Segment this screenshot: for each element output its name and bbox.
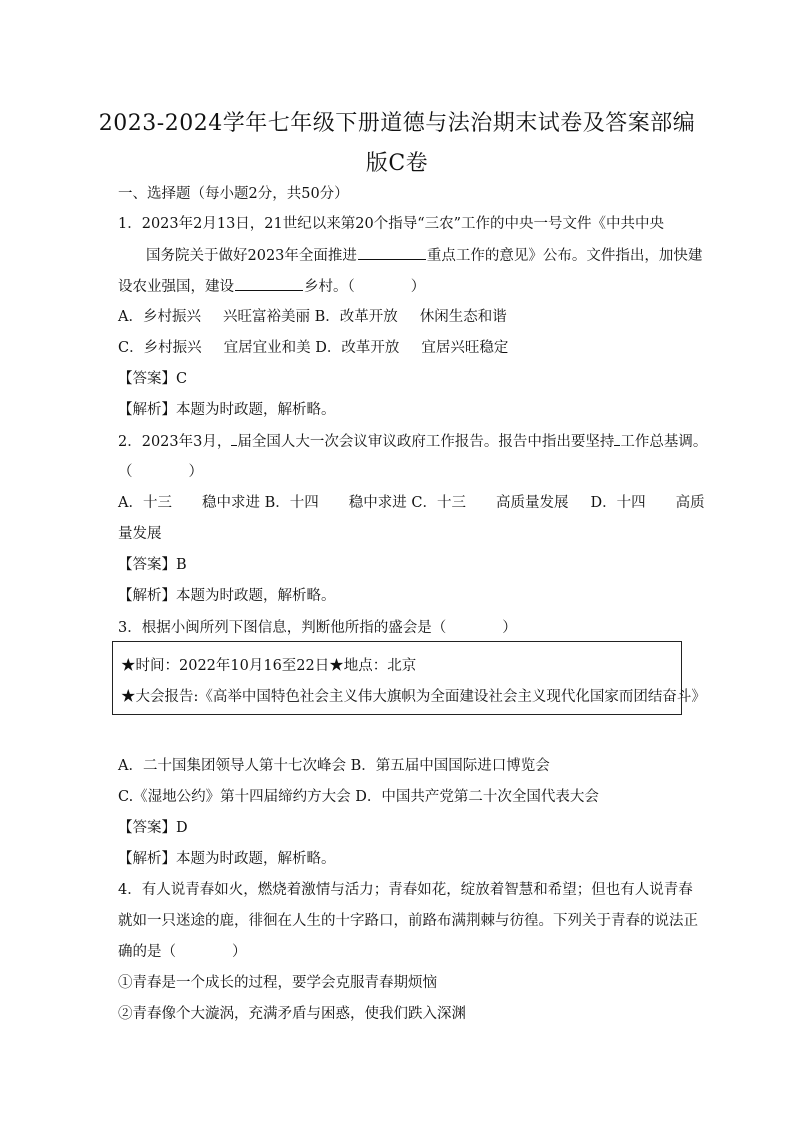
q1-stem-line2 [146,245,702,266]
q1-answer: 【答案】C [118,371,188,387]
q3-analysis: 【解析】本题为时政题，解析略。 [118,851,336,867]
q2-analysis: 【解析】本题为时政题，解析略。 [118,588,336,604]
q2-options [118,493,705,513]
q4-stem-line1: 4．有人说青春如火，燃烧着激情与活力；青春如花，绽放着智慧和希望；但也有人说青春 [118,882,693,898]
q1-text-c: 设农业强国，建设 [118,279,234,295]
q4-stem-line2: 就如一只迷途的鹿，徘徊在人生的十字路口，前路布满荆棘与彷徨。下列关于青春的说法正 [118,913,698,929]
q1-stem-line3 [118,276,425,297]
q3-answer: 【答案】D [118,820,188,836]
q2-option-d: D．十四 [590,495,646,511]
q1-option-b-text: 休闲生态和谐 [419,309,507,325]
q2-answer: 【答案】B [118,557,187,573]
q2-option-d-text: 高质 [675,495,705,511]
q1-text-e: ） [410,279,426,295]
q1-stem-line1: 1．2023年2月13日，21世纪以来第20个指导“三农”工作的中央一号文件《中共中央 [118,216,665,232]
q2-text-b: 届全国人大一次会议审议政府工作报告。报告中指出要坚持 [237,434,615,450]
q3-info-line2: ★大会报告:《高举中国特色社会主义伟大旗帜为全面建设社会主义现代化国家而团结奋斗》 [121,689,706,705]
q2-paren-close: ） [188,464,203,480]
q3-info-box [112,641,706,715]
q1-blank-2 [235,276,303,291]
q2-option-b: B．十四 [264,495,319,511]
q2-text-c: 工作总基调。 [620,434,708,450]
document-title-line2: 版C卷 [365,151,429,176]
q4-stem-line3 [118,942,247,962]
q1-blank-1 [358,245,426,260]
q1-text-a: 国务院关于做好2023年全面推进 [146,248,357,264]
q4-statement-2: ②青春像个大漩涡，充满矛盾与困惑，使我们跌入深渊 [118,1006,466,1022]
q4-statement-1: ①青春是一个成长的过程，要学会克服青春期烦恼 [118,975,437,991]
q2-option-b-text: 稳中求进 [348,495,407,511]
q2-option-c: C．十三 [411,495,466,511]
q1-option-c: C．乡村振兴 [118,340,202,356]
q3-options-ab: A．二十国集团领导人第十七次峰会 B．第五届中国国际进口博览会 [118,758,550,774]
q4-text-a: 确的是（ [118,944,176,960]
document-title-line1: 2023-2024学年七年级下册道德与法治期末试卷及答案部编 [98,111,696,136]
q2-stem-line1 [118,431,707,452]
q1-option-d: D．改革开放 [315,340,400,356]
q2-text-a: 2．2023年3月， [118,434,232,450]
q2-stem-line2 [118,462,203,482]
q1-option-a: A．乡村振兴 [118,309,201,325]
q3-text-b: ） [502,620,517,636]
q1-option-d-text: 宜居兴旺稳定 [421,340,509,356]
q1-analysis: 【解析】本题为时政题，解析略。 [118,402,336,418]
q3-text-a: 3．根据小闽所列下图信息，判断他所指的盛会是（ [118,620,447,636]
q3-stem [118,618,517,638]
q2-option-a: A．十三 [118,495,172,511]
q2-paren-open: （ [118,464,133,480]
q1-option-b: B．改革开放 [314,309,398,325]
section-heading: 一、选择题（每小题2分，共50分） [118,186,349,202]
q2-options-cont: 量发展 [118,526,162,542]
q2-option-a-text: 稳中求进 [201,495,260,511]
q3-options-cd: C.《湿地公约》第十四届缔约方大会 D．中国共产党第二十次全国代表大会 [118,789,599,805]
q1-options-ab [118,307,507,327]
q1-text-b: 重点工作的意见》公布。文件指出，加快建 [426,248,703,264]
q1-option-a-text: 兴旺富裕美丽 [222,309,310,325]
q2-option-c-text: 高质量发展 [495,495,569,511]
q1-options-cd [118,338,508,358]
q4-text-b: ） [232,944,247,960]
q1-text-d: 乡村。（ [304,279,355,295]
q1-option-c-text: 宜居宜业和美 [223,340,311,356]
q3-info-line1: ★时间：2022年10月16至22日★地点：北京 [121,658,417,674]
